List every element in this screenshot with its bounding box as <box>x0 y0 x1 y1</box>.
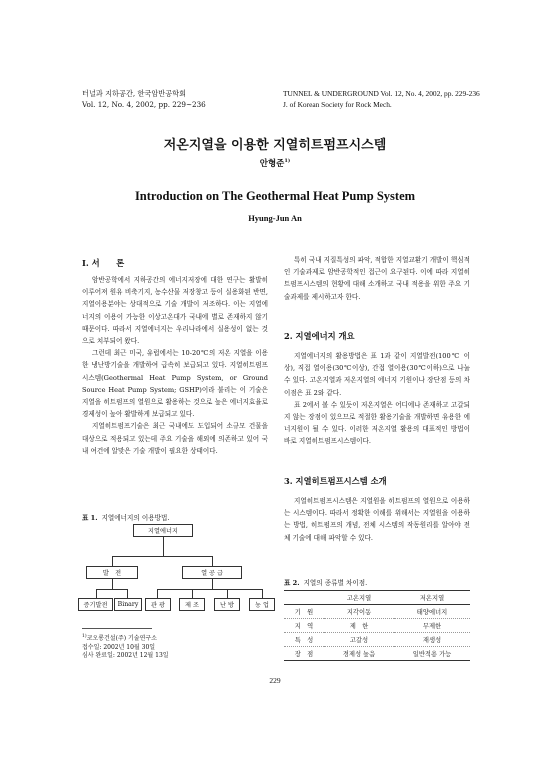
section-heading-geothermal-overview: 2. 지열에너지 개요 <box>284 331 355 341</box>
title-english: Introduction on The Geothermal Heat Pump System <box>134 189 416 203</box>
tree-connector <box>112 556 113 566</box>
section-body-ghp-system <box>284 495 470 544</box>
journal-volume-ko: Vol. 12, No. 4, 2002, pp. 229~236 <box>82 100 206 109</box>
author-korean <box>0 157 550 169</box>
table1-label: 표 1. <box>82 514 98 522</box>
tree-node-agriculture: 농 업 <box>249 598 275 611</box>
table2-geothermal-types <box>284 590 470 661</box>
tree-connector <box>192 589 193 598</box>
table-header-cell: 고온지열 <box>324 591 394 605</box>
table1-caption <box>82 512 169 522</box>
table-cell: 경제성 높음 <box>324 647 394 661</box>
table1-tree-diagram <box>82 522 268 616</box>
tree-node-tourism: 관 광 <box>145 598 171 611</box>
table-cell: 지 역 <box>284 619 324 633</box>
tree-connector <box>157 589 158 598</box>
table-row <box>284 605 470 619</box>
table-cell: 일반적용 가능 <box>394 647 470 661</box>
table-cell: 특 성 <box>284 633 324 647</box>
tree-node-steam-power: 증기발전 <box>78 598 113 611</box>
table-cell: 태양에너지 <box>394 605 470 619</box>
journal-name-ko: 터널과 지하공간, 한국암반공학회 <box>82 89 187 98</box>
paragraph: 그런데 최근 미국, 유럽에서는 10-20℃의 저온 지열을 이용한 냉난방기술을 개발하여 급속히 보급되고 있다. 지열히트펌프시스템(Geothermal Heat Pump System, or Ground Source Heat Pump System; GSHP)이라 불리는 이 기술은 지열을 히트펌프의 열원으로 활용하는 것으로 높은 에너지효율로 경제성이 높아 활발하게 보급되고 있다. <box>82 349 268 419</box>
tree-node-power-generation: 발 전 <box>86 566 138 579</box>
tree-connector <box>163 537 164 556</box>
tree-node-manufacturing: 제 조 <box>179 598 205 611</box>
footnote-mark: 1) <box>82 634 87 639</box>
tree-connector <box>96 589 97 598</box>
page-number: 229 <box>269 676 281 685</box>
table2-label: 표 2. <box>284 579 300 587</box>
table-header-row <box>284 591 470 605</box>
table-cell: 무제한 <box>394 619 470 633</box>
table-header-cell <box>284 591 324 605</box>
tree-connector <box>212 579 213 589</box>
paragraph: 표 2에서 볼 수 있듯이 저온지열은 어디에나 존재하고 고갈되지 않는 장점이 있으므로 적절한 활용기술을 개발하면 유용한 에너지원이 될 수 있다. 이러한 저온지열 활용의 대표적인 방법이 바로 지열히트펌프시스템이다. <box>284 400 470 446</box>
table-cell: 고갈성 <box>324 633 394 647</box>
paragraph: 지열히트펌프기술은 최근 국내에도 도입되어 소규모 건물을 대상으로 적용되고 있는데 주요 기술을 해외에 의존하고 있어 국내 여건에 알맞은 기술 개발이 필요한 상태이다. <box>82 422 268 455</box>
section-heading-introduction: I. 서 론 <box>82 258 125 268</box>
tree-node-heat-supply: 열 공 급 <box>182 566 242 579</box>
tree-node-binary: Binary <box>114 598 142 611</box>
table-row <box>284 619 470 633</box>
table1-caption-text: 지열에너지의 이용방법. <box>101 514 170 522</box>
table-header-cell: 저온지열 <box>394 591 470 605</box>
table-cell: 재생성 <box>394 633 470 647</box>
table2-caption <box>284 577 367 587</box>
section-body-geothermal-overview <box>284 350 470 448</box>
tree-connector <box>96 589 127 590</box>
footnote-affiliation <box>82 633 169 644</box>
tree-node-heating: 난 방 <box>214 598 240 611</box>
table-cell: 제 한 <box>324 619 394 633</box>
journal-header-left <box>82 88 206 110</box>
tree-connector <box>157 589 262 590</box>
table2-caption-text: 지열의 종류별 차이점. <box>303 579 368 587</box>
table-cell: 지각이동 <box>324 605 394 619</box>
tree-connector <box>262 589 263 598</box>
table-row <box>284 633 470 647</box>
footnote-received-date: 접수일: 2002년 10월 30일 <box>82 643 156 651</box>
section-body-introduction <box>82 274 268 457</box>
footnote-affiliation-text: 코오롱건설(주) 기술연구소 <box>86 635 157 642</box>
journal-name-en: TUNNEL & UNDERGROUND Vol. 12, No. 4, 2002, pp. 229-236 <box>283 89 480 98</box>
paragraph: 지열에너지의 활용방법은 표 1과 같이 지열발전(100℃ 이상), 직접 열이용(30℃이상), 간접 열이용(30℃이하)으로 나눌 수 있다. 고온지열과 저온지열의 에너지 기원이나 장단점 등의 차이점은 표 2와 같다. <box>284 352 470 397</box>
paragraph: 특히 국내 지질특성의 파악, 적합한 지열교환기 개발이 핵심적인 기술과제로 암반공학적인 접근이 요구된다. 이에 따라 지열히트펌프시스템의 현황에 대해 소개하고 국내 적용을 위한 주요 기술과제를 제시하고자 한다. <box>284 256 471 301</box>
tree-connector <box>227 589 228 598</box>
paragraph: 지열히트펌프시스템은 지열원을 히트펌프의 열원으로 이용하는 시스템이다. 따라서 정확한 이해를 위해서는 지열원을 이용하는 방법, 히트펌프의 개념, 전체 시스템의 작동원리를 알아야 전체 기술에 대해 파악할 수 있다. <box>284 497 470 542</box>
tree-connector <box>112 556 212 557</box>
title-korean: 저온지열을 이용한 지열히트펌프시스템 <box>163 138 387 153</box>
footnote-accepted-date: 심사 완료일: 2002년 12월 13일 <box>82 652 169 660</box>
footnote-rule <box>82 628 152 629</box>
intro-continuation <box>284 254 470 303</box>
table-cell: 장 점 <box>284 647 324 661</box>
author-name-ko: 안형준 <box>259 159 285 169</box>
journal-society-en: J. of Korean Society for Rock Mech. <box>283 100 392 109</box>
author-english: Hyung-Jun An <box>248 213 302 223</box>
section-heading-ghp-system: 3. 지열히트펌프시스템 소개 <box>284 476 387 486</box>
tree-root-node: 지열에너지 <box>133 524 193 537</box>
tree-connector <box>112 579 113 589</box>
tree-connector <box>212 556 213 566</box>
table-cell: 기 원 <box>284 605 324 619</box>
table-row <box>284 647 470 661</box>
author-affiliation-mark: 1) <box>284 158 291 165</box>
tree-connector <box>127 589 128 598</box>
footnote <box>82 633 169 661</box>
journal-header-right <box>283 88 480 110</box>
paragraph: 암반공학에서 지하공간의 에너지저장에 대한 연구는 활발히 이루어져 원유 비축기지, 농수산물 저장창고 등이 실용화된 반면, 지열이용분야는 상대적으로 기술 개발이 저조하다. 이는 지열에너지의 이용이 가능한 이상고온대가 국내에 별로 존재하지 않기 때문이다. 따라서 지열에너지는 우리나라에서 실용성이 없는 것으로 치부되어 왔다. <box>82 276 268 346</box>
